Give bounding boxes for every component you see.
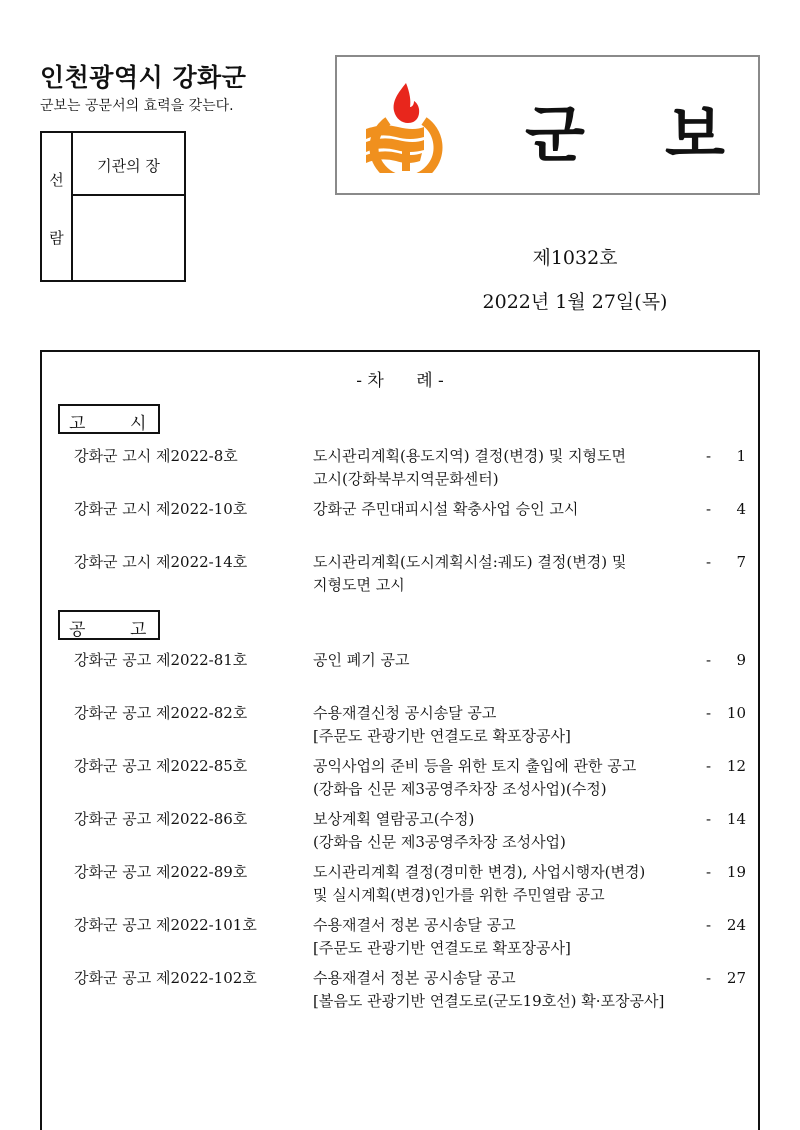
section-label-notices: 고 시 xyxy=(58,404,160,434)
entry-dash: - xyxy=(706,651,712,669)
entry-number: 강화군 고시 제2022-10호 xyxy=(74,500,248,518)
entry-number: 강화군 공고 제2022-85호 xyxy=(74,757,248,775)
section-label-announcements: 공 고 xyxy=(58,610,160,640)
toc-title: - 차 례 - xyxy=(356,371,444,391)
entry-page: 27 xyxy=(726,969,746,987)
org-name: 인천광역시 강화군 xyxy=(40,63,247,92)
entry-title[interactable]: 공인 폐기 공고 xyxy=(313,651,410,669)
issue-number: 제1032호 xyxy=(532,247,618,269)
entry-number: 강화군 공고 제2022-101호 xyxy=(74,916,257,934)
entry-title[interactable]: 공익사업의 준비 등을 위한 토지 출입에 관한 공고 xyxy=(313,757,637,775)
masthead-title-char-1: 군 xyxy=(525,98,585,171)
entry-dash: - xyxy=(706,969,712,987)
entry-number: 강화군 공고 제2022-89호 xyxy=(74,863,248,881)
entry-dash: - xyxy=(706,810,712,828)
entry-title[interactable]: 수용재결서 정본 공시송달 공고 xyxy=(313,969,516,987)
entry-page: 10 xyxy=(726,704,746,722)
entry-title-line2: 및 실시계획(변경)인가를 위한 주민열람 공고 xyxy=(313,886,605,904)
entry-page: 9 xyxy=(736,651,746,669)
review-box-head: 기관의 장 xyxy=(73,133,184,196)
entry-number: 강화군 공고 제2022-102호 xyxy=(74,969,257,987)
entry-number: 강화군 공고 제2022-86호 xyxy=(74,810,248,828)
entry-number: 강화군 공고 제2022-82호 xyxy=(74,704,248,722)
entry-title-line2: (강화읍 신문 제3공영주차장 조성사업)(수정) xyxy=(313,780,607,798)
review-box xyxy=(40,131,186,282)
entry-title-line2: 고시(강화북부지역문화센터) xyxy=(313,470,499,488)
entry-dash: - xyxy=(706,916,712,934)
review-side-char-1: 선 xyxy=(49,171,64,189)
entry-page: 7 xyxy=(736,553,746,571)
entry-title[interactable]: 강화군 주민대피시설 확충사업 승인 고시 xyxy=(313,500,579,518)
entry-title[interactable]: 수용재결서 정본 공시송달 공고 xyxy=(313,916,516,934)
entry-title[interactable]: 수용재결신청 공시송달 공고 xyxy=(313,704,497,722)
entry-page: 19 xyxy=(726,863,746,881)
entry-number: 강화군 고시 제2022-14호 xyxy=(74,553,248,571)
entry-page: 14 xyxy=(726,810,746,828)
entry-title-line2: [주문도 관광기반 연결도로 확포장공사] xyxy=(313,939,571,957)
review-side-char-2: 람 xyxy=(49,229,64,247)
entry-title-line2: (강화읍 신문 제3공영주차장 조성사업) xyxy=(313,833,566,851)
county-emblem-icon xyxy=(362,79,450,173)
entry-dash: - xyxy=(706,704,712,722)
entry-title-line2: 지형도면 고시 xyxy=(313,576,405,594)
entry-page: 24 xyxy=(726,916,746,934)
entry-page: 12 xyxy=(726,757,746,775)
org-note: 군보는 공문서의 효력을 갖는다. xyxy=(40,98,234,114)
entry-dash: - xyxy=(706,863,712,881)
entry-dash: - xyxy=(706,447,712,465)
entry-title[interactable]: 보상계획 열람공고(수정) xyxy=(313,810,475,828)
table-of-contents xyxy=(40,350,760,1130)
entry-page: 4 xyxy=(736,500,746,518)
review-box-side xyxy=(42,133,73,280)
entry-title-line2: [주문도 관광기반 연결도로 확포장공사] xyxy=(313,727,571,745)
entry-page: 1 xyxy=(736,447,746,465)
entry-number: 강화군 고시 제2022-8호 xyxy=(74,447,238,465)
entry-title[interactable]: 도시관리계획(용도지역) 결정(변경) 및 지형도면 xyxy=(313,447,627,465)
entry-title[interactable]: 도시관리계획(도시계획시설:궤도) 결정(변경) 및 xyxy=(313,553,627,571)
entry-dash: - xyxy=(706,500,712,518)
masthead-title-char-2: 보 xyxy=(665,98,725,171)
entry-dash: - xyxy=(706,553,712,571)
entry-title-line2: [볼음도 관광기반 연결도로(군도19호선) 확·포장공사] xyxy=(313,992,665,1010)
issue-date: 2022년 1월 27일(목) xyxy=(482,291,668,313)
entry-title[interactable]: 도시관리계획 결정(경미한 변경), 사업시행자(변경) xyxy=(313,863,646,881)
masthead xyxy=(335,55,760,195)
entry-dash: - xyxy=(706,757,712,775)
entry-number: 강화군 공고 제2022-81호 xyxy=(74,651,248,669)
